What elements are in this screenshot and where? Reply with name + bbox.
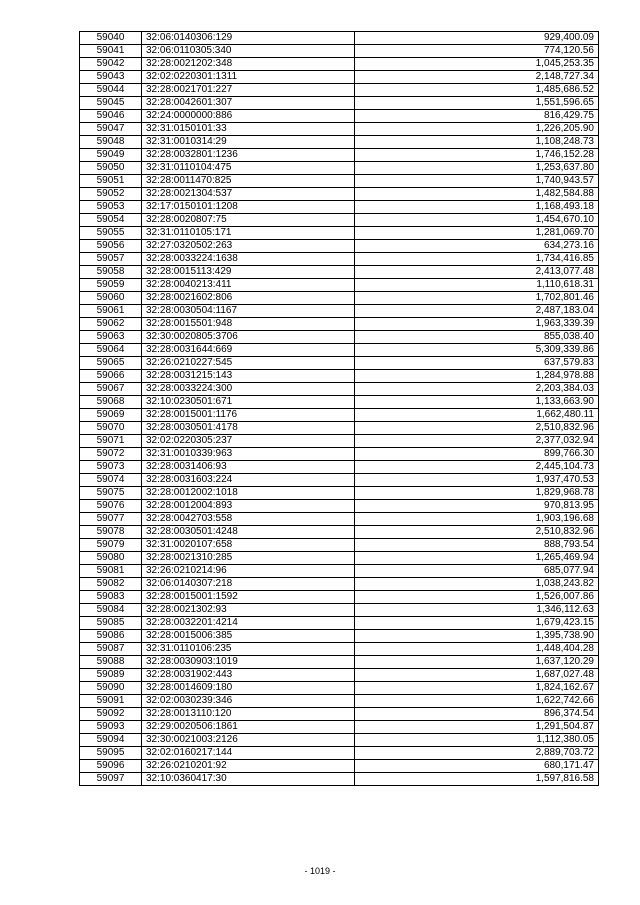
table-row — [80, 526, 599, 539]
table-row — [80, 136, 599, 149]
cadastral-number-cell: 32:31:0010314:29 — [142, 136, 355, 149]
record-number-cell: 59082 — [80, 578, 142, 591]
record-number-cell: 59084 — [80, 604, 142, 617]
table-row — [80, 565, 599, 578]
record-number-cell: 59077 — [80, 513, 142, 526]
cadastral-number-cell: 32:28:0011470:825 — [142, 175, 355, 188]
table-row — [80, 149, 599, 162]
table-row — [80, 630, 599, 643]
amount-cell: 2,445,104.73 — [355, 461, 599, 474]
record-number-cell: 59079 — [80, 539, 142, 552]
table-row — [80, 409, 599, 422]
amount-cell: 2,203,384.03 — [355, 383, 599, 396]
table-row — [80, 747, 599, 760]
table-row — [80, 227, 599, 240]
cadastral-number-cell: 32:28:0032801:1236 — [142, 149, 355, 162]
cadastral-number-cell: 32:06:0140307:218 — [142, 578, 355, 591]
cadastral-number-cell: 32:28:0012002:1018 — [142, 487, 355, 500]
record-number-cell: 59052 — [80, 188, 142, 201]
record-number-cell: 59059 — [80, 279, 142, 292]
amount-cell: 1,253,637.80 — [355, 162, 599, 175]
cadastral-number-cell: 32:28:0012004:893 — [142, 500, 355, 513]
cadastral-number-cell: 32:28:0015501:948 — [142, 318, 355, 331]
cadastral-number-cell: 32:28:0030903:1019 — [142, 656, 355, 669]
amount-cell: 2,510,832.96 — [355, 526, 599, 539]
amount-cell: 1,687,027.48 — [355, 669, 599, 682]
cadastral-number-cell: 32:06:0110305:340 — [142, 45, 355, 58]
amount-cell: 774,120.56 — [355, 45, 599, 58]
cadastral-number-cell: 32:31:0150101:33 — [142, 123, 355, 136]
record-number-cell: 59080 — [80, 552, 142, 565]
cadastral-number-cell: 32:28:0033224:300 — [142, 383, 355, 396]
record-number-cell: 59065 — [80, 357, 142, 370]
record-number-cell: 59085 — [80, 617, 142, 630]
cadastral-number-cell: 32:28:0015006:385 — [142, 630, 355, 643]
cadastral-number-cell: 32:31:0010339:963 — [142, 448, 355, 461]
table-row — [80, 97, 599, 110]
amount-cell: 2,148,727.34 — [355, 71, 599, 84]
cadastral-number-cell: 32:30:0020805:3706 — [142, 331, 355, 344]
record-number-cell: 59087 — [80, 643, 142, 656]
record-number-cell: 59047 — [80, 123, 142, 136]
cadastral-number-cell: 32:31:0110104:475 — [142, 162, 355, 175]
cadastral-number-cell: 32:28:0031603:224 — [142, 474, 355, 487]
table-row — [80, 552, 599, 565]
cadastral-number-cell: 32:26:0210214:96 — [142, 565, 355, 578]
record-number-cell: 59064 — [80, 344, 142, 357]
cadastral-number-cell: 32:31:0020107:658 — [142, 539, 355, 552]
amount-cell: 1,454,670.10 — [355, 214, 599, 227]
record-number-cell: 59040 — [80, 32, 142, 45]
amount-cell: 1,662,480.11 — [355, 409, 599, 422]
amount-cell: 637,579.83 — [355, 357, 599, 370]
table-row — [80, 123, 599, 136]
amount-cell: 5,309,339.86 — [355, 344, 599, 357]
amount-cell: 899,766.30 — [355, 448, 599, 461]
cadastral-number-cell: 32:27:0320502:263 — [142, 240, 355, 253]
record-number-cell: 59068 — [80, 396, 142, 409]
record-number-cell: 59041 — [80, 45, 142, 58]
table-row — [80, 32, 599, 45]
record-number-cell: 59095 — [80, 747, 142, 760]
table-row — [80, 318, 599, 331]
table-row — [80, 110, 599, 123]
cadastral-number-cell: 32:28:0021602:806 — [142, 292, 355, 305]
table-row — [80, 513, 599, 526]
record-number-cell: 59094 — [80, 734, 142, 747]
record-number-cell: 59053 — [80, 201, 142, 214]
table-row — [80, 487, 599, 500]
amount-cell: 1,281,069.70 — [355, 227, 599, 240]
table-row — [80, 84, 599, 97]
table-row — [80, 474, 599, 487]
amount-cell: 1,291,504.87 — [355, 721, 599, 734]
cadastral-number-cell: 32:28:0015113:429 — [142, 266, 355, 279]
page-number: - 1019 - — [304, 866, 336, 876]
record-number-cell: 59097 — [80, 773, 142, 786]
table-row — [80, 162, 599, 175]
amount-cell: 1,168,493.18 — [355, 201, 599, 214]
table-row — [80, 370, 599, 383]
record-number-cell: 59043 — [80, 71, 142, 84]
record-number-cell: 59045 — [80, 97, 142, 110]
record-number-cell: 59042 — [80, 58, 142, 71]
amount-cell: 1,679,423.15 — [355, 617, 599, 630]
record-number-cell: 59058 — [80, 266, 142, 279]
cadastral-number-cell: 32:17:0150101:1208 — [142, 201, 355, 214]
table-row — [80, 539, 599, 552]
amount-cell: 1,622,742.66 — [355, 695, 599, 708]
record-number-cell: 59049 — [80, 149, 142, 162]
amount-cell: 1,038,243.82 — [355, 578, 599, 591]
record-number-cell: 59057 — [80, 253, 142, 266]
cadastral-number-cell: 32:28:0021304:537 — [142, 188, 355, 201]
cadastral-number-cell: 32:28:0021701:227 — [142, 84, 355, 97]
amount-cell: 685,077.94 — [355, 565, 599, 578]
cadastral-number-cell: 32:28:0021310:285 — [142, 552, 355, 565]
record-number-cell: 59092 — [80, 708, 142, 721]
records-table — [79, 31, 599, 786]
cadastral-number-cell: 32:02:0160217:144 — [142, 747, 355, 760]
record-number-cell: 59063 — [80, 331, 142, 344]
cadastral-number-cell: 32:28:0015001:1592 — [142, 591, 355, 604]
amount-cell: 1,482,584.88 — [355, 188, 599, 201]
record-number-cell: 59078 — [80, 526, 142, 539]
table-row — [80, 58, 599, 71]
table-row — [80, 201, 599, 214]
amount-cell: 896,374.54 — [355, 708, 599, 721]
record-number-cell: 59060 — [80, 292, 142, 305]
amount-cell: 1,110,618.31 — [355, 279, 599, 292]
record-number-cell: 59054 — [80, 214, 142, 227]
amount-cell: 1,526,007.86 — [355, 591, 599, 604]
table-row — [80, 240, 599, 253]
amount-cell: 970,813.95 — [355, 500, 599, 513]
record-number-cell: 59083 — [80, 591, 142, 604]
table-row — [80, 435, 599, 448]
amount-cell: 1,702,801.46 — [355, 292, 599, 305]
amount-cell: 1,551,596.65 — [355, 97, 599, 110]
amount-cell: 2,487,183.04 — [355, 305, 599, 318]
table-row — [80, 71, 599, 84]
amount-cell: 1,637,120.29 — [355, 656, 599, 669]
amount-cell: 680,171.47 — [355, 760, 599, 773]
table-row — [80, 422, 599, 435]
table-row — [80, 500, 599, 513]
record-number-cell: 59075 — [80, 487, 142, 500]
record-number-cell: 59081 — [80, 565, 142, 578]
record-number-cell: 59086 — [80, 630, 142, 643]
table-row — [80, 357, 599, 370]
cadastral-number-cell: 32:28:0031406:93 — [142, 461, 355, 474]
amount-cell: 1,746,152.28 — [355, 149, 599, 162]
amount-cell: 1,045,253.35 — [355, 58, 599, 71]
table-row — [80, 708, 599, 721]
table-row — [80, 461, 599, 474]
table-row — [80, 695, 599, 708]
record-number-cell: 59091 — [80, 695, 142, 708]
record-number-cell: 59088 — [80, 656, 142, 669]
table-row — [80, 253, 599, 266]
table-row — [80, 578, 599, 591]
record-number-cell: 59056 — [80, 240, 142, 253]
amount-cell: 1,829,968.78 — [355, 487, 599, 500]
cadastral-number-cell: 32:28:0021202:348 — [142, 58, 355, 71]
amount-cell: 816,429.75 — [355, 110, 599, 123]
table-row — [80, 760, 599, 773]
amount-cell: 1,734,416.85 — [355, 253, 599, 266]
cadastral-number-cell: 32:28:0032201:4214 — [142, 617, 355, 630]
record-number-cell: 59051 — [80, 175, 142, 188]
amount-cell: 1,740,943.57 — [355, 175, 599, 188]
cadastral-number-cell: 32:31:0110106:235 — [142, 643, 355, 656]
table-row — [80, 669, 599, 682]
cadastral-number-cell: 32:02:0030239:346 — [142, 695, 355, 708]
table-row — [80, 396, 599, 409]
amount-cell: 855,038.40 — [355, 331, 599, 344]
cadastral-number-cell: 32:10:0360417:30 — [142, 773, 355, 786]
table-row — [80, 214, 599, 227]
record-number-cell: 59062 — [80, 318, 142, 331]
cadastral-number-cell: 32:28:0031644:669 — [142, 344, 355, 357]
amount-cell: 1,395,738.90 — [355, 630, 599, 643]
record-number-cell: 59074 — [80, 474, 142, 487]
record-number-cell: 59089 — [80, 669, 142, 682]
cadastral-number-cell: 32:28:0021302:93 — [142, 604, 355, 617]
record-number-cell: 59069 — [80, 409, 142, 422]
table-row — [80, 656, 599, 669]
cadastral-number-cell: 32:02:0220301:1311 — [142, 71, 355, 84]
record-number-cell: 59055 — [80, 227, 142, 240]
amount-cell: 1,448,404.28 — [355, 643, 599, 656]
cadastral-number-cell: 32:28:0040213:411 — [142, 279, 355, 292]
table-row — [80, 448, 599, 461]
table-row — [80, 175, 599, 188]
table-row — [80, 266, 599, 279]
record-number-cell: 59044 — [80, 84, 142, 97]
amount-cell: 1,346,112.63 — [355, 604, 599, 617]
record-number-cell: 59090 — [80, 682, 142, 695]
record-number-cell: 59048 — [80, 136, 142, 149]
cadastral-number-cell: 32:28:0015001:1176 — [142, 409, 355, 422]
record-number-cell: 59076 — [80, 500, 142, 513]
record-number-cell: 59046 — [80, 110, 142, 123]
amount-cell: 1,937,470.53 — [355, 474, 599, 487]
cadastral-number-cell: 32:28:0030501:4248 — [142, 526, 355, 539]
amount-cell: 929,400.09 — [355, 32, 599, 45]
record-number-cell: 59096 — [80, 760, 142, 773]
amount-cell: 2,510,832.96 — [355, 422, 599, 435]
table-row — [80, 591, 599, 604]
amount-cell: 1,597,816.58 — [355, 773, 599, 786]
cadastral-number-cell: 32:31:0110105:171 — [142, 227, 355, 240]
record-number-cell: 59071 — [80, 435, 142, 448]
table-row — [80, 383, 599, 396]
record-number-cell: 59050 — [80, 162, 142, 175]
table-row — [80, 45, 599, 58]
amount-cell: 2,377,032.94 — [355, 435, 599, 448]
table-row — [80, 292, 599, 305]
cadastral-number-cell: 32:28:0031215:143 — [142, 370, 355, 383]
amount-cell: 634,273.16 — [355, 240, 599, 253]
amount-cell: 1,265,469.94 — [355, 552, 599, 565]
table-row — [80, 617, 599, 630]
table-row — [80, 279, 599, 292]
amount-cell: 1,284,978.88 — [355, 370, 599, 383]
cadastral-number-cell: 32:02:0220305:237 — [142, 435, 355, 448]
amount-cell: 2,413,077.48 — [355, 266, 599, 279]
table-row — [80, 344, 599, 357]
cadastral-number-cell: 32:10:0230501:671 — [142, 396, 355, 409]
cadastral-number-cell: 32:30:0021003:2126 — [142, 734, 355, 747]
table-row — [80, 682, 599, 695]
cadastral-number-cell: 32:29:0020506:1861 — [142, 721, 355, 734]
amount-cell: 1,108,248.73 — [355, 136, 599, 149]
amount-cell: 1,485,686.52 — [355, 84, 599, 97]
table-row — [80, 643, 599, 656]
cadastral-number-cell: 32:24:0000000:886 — [142, 110, 355, 123]
table-row — [80, 721, 599, 734]
record-number-cell: 59061 — [80, 305, 142, 318]
amount-cell: 1,112,380.05 — [355, 734, 599, 747]
table-row — [80, 734, 599, 747]
amount-cell: 1,226,205.90 — [355, 123, 599, 136]
table-row — [80, 188, 599, 201]
table-row — [80, 331, 599, 344]
amount-cell: 2,889,703.72 — [355, 747, 599, 760]
table-row — [80, 604, 599, 617]
cadastral-number-cell: 32:28:0031902:443 — [142, 669, 355, 682]
record-number-cell: 59093 — [80, 721, 142, 734]
record-number-cell: 59073 — [80, 461, 142, 474]
amount-cell: 888,793.54 — [355, 539, 599, 552]
record-number-cell: 59067 — [80, 383, 142, 396]
cadastral-number-cell: 32:28:0014609:180 — [142, 682, 355, 695]
amount-cell: 1,963,339.39 — [355, 318, 599, 331]
table-row — [80, 773, 599, 786]
record-number-cell: 59072 — [80, 448, 142, 461]
cadastral-number-cell: 32:26:0210227:545 — [142, 357, 355, 370]
records-table-body — [80, 32, 599, 786]
record-number-cell: 59066 — [80, 370, 142, 383]
record-number-cell: 59070 — [80, 422, 142, 435]
cadastral-number-cell: 32:28:0013110:120 — [142, 708, 355, 721]
cadastral-number-cell: 32:28:0020807:75 — [142, 214, 355, 227]
cadastral-number-cell: 32:28:0030501:4178 — [142, 422, 355, 435]
table-row — [80, 305, 599, 318]
amount-cell: 1,824,162.67 — [355, 682, 599, 695]
cadastral-number-cell: 32:28:0033224:1638 — [142, 253, 355, 266]
amount-cell: 1,903,196.68 — [355, 513, 599, 526]
cadastral-number-cell: 32:28:0030504:1167 — [142, 305, 355, 318]
cadastral-number-cell: 32:06:0140306:129 — [142, 32, 355, 45]
cadastral-number-cell: 32:28:0042703:558 — [142, 513, 355, 526]
amount-cell: 1,133,663.90 — [355, 396, 599, 409]
cadastral-number-cell: 32:26:0210201:92 — [142, 760, 355, 773]
cadastral-number-cell: 32:28:0042601:307 — [142, 97, 355, 110]
